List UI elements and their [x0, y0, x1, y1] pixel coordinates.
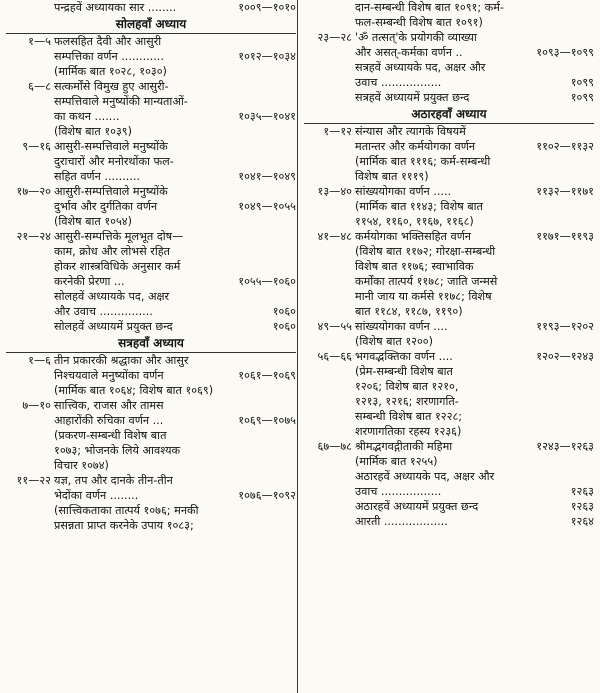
entry-line — [355, 30, 594, 45]
entry-text: आसुरी-सम्पत्तिवाले मनुष्योंके — [54, 185, 168, 198]
entry-text: 'ॐ तत्सत्'के प्रयोगकी व्याख्या — [355, 31, 477, 44]
page-range: ११०२—११३२ — [536, 140, 594, 153]
entry-line — [355, 334, 594, 349]
entry-line — [355, 124, 594, 139]
entry-line — [355, 75, 594, 90]
entry-text: (विशेष बात १२००) — [355, 335, 433, 348]
right-column — [304, 0, 594, 529]
entry-line — [54, 413, 296, 428]
entry-text: (प्रकरण-सम्बन्धी विशेष बात — [54, 429, 167, 442]
entry-line — [54, 473, 296, 488]
chapter-16-heading: सोलहवाँ अध्याय — [6, 15, 296, 34]
entry-body — [54, 398, 296, 473]
entry-text: निश्चयवाले मनुष्योंका वर्णन — [54, 369, 164, 382]
entry-line — [54, 503, 296, 518]
chapter-17-cont-entries — [304, 30, 594, 105]
entry-text: १२१३, १२१६; शरणागति- — [355, 395, 459, 408]
verse-range: ४१—४८ — [317, 230, 352, 243]
toc-entry — [304, 184, 594, 229]
left-pre-entries — [6, 0, 296, 15]
entry-text: (प्रेम-सम्बन्धी विशेष बात — [355, 365, 453, 378]
toc-entry — [304, 229, 594, 319]
entry-text: सांख्ययोगका वर्णन .... — [355, 320, 448, 333]
page-range: १०१२—१०३४ — [238, 50, 296, 63]
page-range: १२४३—१२६३ — [536, 440, 594, 453]
page-range: १०६१—१०६९ — [238, 369, 296, 382]
entry-text: फलसहित दैवी और आसुरी — [54, 35, 162, 48]
toc-entry — [6, 184, 296, 229]
entry-text: दान-सम्बन्धी विशेष बात १०९१; कर्म- — [355, 1, 504, 14]
entry-text: भेदोंका वर्णन ........ — [54, 489, 139, 502]
entry-text: यज्ञ, तप और दानके तीन-तीन — [54, 474, 173, 487]
entry-line — [355, 0, 594, 15]
entry-line — [54, 184, 296, 199]
entry-body — [355, 0, 594, 30]
entry-text: सत्रहवें अध्यायके पद, अक्षर और — [355, 61, 486, 74]
page-range: १२०२—१२४३ — [536, 350, 594, 363]
page-range: १०३५—१०४१ — [238, 110, 296, 123]
entry-text: उवाच ................. — [355, 76, 442, 89]
chapter-18-entries — [304, 124, 594, 529]
toc-entry — [304, 124, 594, 184]
page-range: ११९३—१२०२ — [536, 320, 594, 333]
entry-text: उवाच ................. — [355, 485, 442, 498]
verse-range: ११—२२ — [16, 474, 51, 487]
entry-line — [54, 289, 296, 304]
entry-text: सोलहवें अध्यायके पद, अक्षर — [54, 290, 170, 303]
entry-line — [355, 304, 594, 319]
toc-entry — [6, 398, 296, 473]
entry-line — [355, 289, 594, 304]
entry-line — [355, 439, 594, 454]
entry-body — [54, 0, 296, 15]
entry-body — [54, 184, 296, 229]
entry-text: सत्कर्मोंसे विमुख हुए आसुरी- — [54, 80, 169, 93]
entry-text: संन्यास और त्यागके विषयमें — [355, 125, 466, 138]
verse-range: २१—२४ — [16, 230, 51, 243]
entry-line — [355, 469, 594, 484]
entry-line — [54, 94, 296, 109]
entry-text: (विशेष बात १०३९) — [54, 125, 132, 138]
entry-text: और असत्-कर्मका वर्णन .. — [355, 46, 463, 59]
toc-entry — [304, 349, 594, 439]
toc-entry — [6, 353, 296, 398]
entry-body — [355, 319, 594, 349]
entry-text: ११५४, ११६०, ११६७, ११६८) — [355, 215, 474, 228]
toc-entry — [6, 0, 296, 15]
entry-line — [54, 353, 296, 368]
entry-line — [54, 398, 296, 413]
entry-line — [54, 109, 296, 124]
entry-line — [355, 169, 594, 184]
entry-line — [54, 274, 296, 289]
entry-line — [355, 379, 594, 394]
toc-entry — [6, 139, 296, 184]
entry-text: १२०६; विशेष बात १२१०, — [355, 380, 459, 393]
entry-text: (विशेष बात ११७२; गोरक्षा-सम्बन्धी — [355, 245, 496, 258]
entry-text: सहित वर्णन .......... — [54, 170, 140, 183]
entry-text: मतान्तर और कर्मयोगका वर्णन — [355, 140, 476, 153]
entry-text: आरती .................. — [355, 515, 448, 528]
entry-line — [54, 79, 296, 94]
entry-line — [355, 15, 594, 30]
entry-text: होकर शास्त्रविधिके अनुसार कर्म — [54, 260, 181, 273]
verse-range: ६—८ — [28, 80, 51, 93]
page-range: १२६३ — [570, 500, 594, 513]
entry-text: (मार्मिक बात १११६; कर्म-सम्बन्धी — [355, 155, 491, 168]
entry-text: बात ११८४, ११८७, ११९०) — [355, 305, 463, 318]
entry-body — [54, 34, 296, 79]
verse-range: ४९—५५ — [317, 320, 352, 333]
entry-line — [355, 154, 594, 169]
entry-text: आहारोंकी रुचिका वर्णन ... — [54, 414, 164, 427]
entry-text: अठारहवें अध्यायके पद, अक्षर और — [355, 470, 495, 483]
entry-body — [355, 184, 594, 229]
page-range: १०७६—१०९२ — [238, 489, 296, 502]
entry-text: भगवद्भक्तिका वर्णन .... — [355, 350, 453, 363]
right-pre-entries — [304, 0, 594, 30]
chapter-17-heading: सत्रहवाँ अध्याय — [6, 334, 296, 353]
entry-line — [355, 214, 594, 229]
entry-text: (मार्मिक बात ११४३; विशेष बात — [355, 200, 483, 213]
page-range: १०६० — [272, 320, 296, 333]
page-range: १००९—१०१० — [238, 1, 296, 14]
entry-line — [355, 484, 594, 499]
entry-body — [54, 473, 296, 533]
entry-line — [54, 428, 296, 443]
entry-line — [54, 124, 296, 139]
verse-range: ९—१६ — [22, 140, 51, 153]
entry-text: (विशेष बात १०५४) — [54, 215, 132, 228]
entry-text: सोलहवें अध्यायमें प्रयुक्त छन्द — [54, 320, 173, 333]
entry-line — [355, 60, 594, 75]
entry-text: आसुरी-सम्पत्तिवाले मनुष्योंके — [54, 140, 168, 153]
entry-body — [355, 349, 594, 439]
verse-range — [6, 0, 54, 15]
entry-text: सत्रहवें अध्यायमें प्रयुक्त छन्द — [355, 91, 470, 104]
entry-line — [355, 229, 594, 244]
entry-line — [355, 139, 594, 154]
entry-text: सम्पत्तिका वर्णन ............ — [54, 50, 164, 63]
page-range: ११३२—११७१ — [536, 185, 594, 198]
verse-range: २३—२८ — [317, 31, 352, 44]
page-range: १०९३—१०९९ — [536, 46, 594, 59]
entry-line — [54, 518, 296, 533]
entry-text: सम्बन्धी विशेष बात १२२८; — [355, 410, 463, 423]
entry-line — [355, 274, 594, 289]
entry-line — [54, 49, 296, 64]
entry-text: शरणागतिका रहस्य १२३६) — [355, 425, 462, 438]
entry-text: १०७३; भोजनके लिये आवश्यक — [54, 444, 181, 457]
entry-line — [355, 394, 594, 409]
entry-text: (मार्मिक बात १२५५) — [355, 455, 438, 468]
entry-line — [355, 184, 594, 199]
entry-text: सांख्ययोगका वर्णन ..... — [355, 185, 452, 198]
toc-entry — [304, 0, 594, 30]
entry-line — [355, 349, 594, 364]
entry-line — [355, 424, 594, 439]
entry-text: कर्मयोगका भक्तिसहित वर्णन — [355, 230, 471, 243]
chapter-16-entries — [6, 34, 296, 334]
entry-line — [54, 214, 296, 229]
entry-text: दुराचारों और मनोरथोंका फल- — [54, 155, 174, 168]
page-range: १२६४ — [570, 515, 594, 528]
entry-body — [355, 439, 594, 529]
page-range: १०६९—१०७५ — [238, 414, 296, 427]
page-range: १०९९ — [570, 91, 594, 104]
entry-text: फल-सम्बन्धी विशेष बात १०९१) — [355, 16, 483, 29]
verse-range: ७—१० — [22, 399, 51, 412]
entry-text: आसुरी-सम्पत्तिके मूलभूत दोष— — [54, 230, 184, 243]
entry-text: दुर्भाव और दुर्गतिका वर्णन — [54, 200, 158, 213]
entry-text: (मार्मिक बात १०६४; विशेष बात १०६९) — [54, 384, 214, 397]
entry-line — [54, 64, 296, 79]
entry-text: कर्मोंका तात्पर्य ११७८; जाति जन्मसे — [355, 275, 498, 288]
entry-line — [54, 319, 296, 334]
entry-body — [355, 30, 594, 105]
entry-body — [355, 229, 594, 319]
entry-text: श्रीमद्भगवद्गीताकी महिमा — [355, 440, 453, 453]
entry-text: पन्द्रहवें अध्यायका सार ........ — [54, 1, 177, 14]
entry-line — [54, 139, 296, 154]
entry-text: सात्त्विक, राजस और तामस — [54, 399, 164, 412]
toc-entry — [304, 30, 594, 105]
entry-line — [355, 45, 594, 60]
entry-text: विशेष बात १११९) — [355, 170, 429, 183]
entry-line — [54, 154, 296, 169]
entry-text: सम्पत्तिवाले मनुष्योंकी मान्यताओं- — [54, 95, 188, 108]
entry-line — [355, 514, 594, 529]
page-range: १०५५—१०६० — [238, 275, 296, 288]
toc-entry — [6, 34, 296, 79]
entry-text: और उवाच ............... — [54, 305, 153, 318]
verse-range: १—६ — [28, 354, 51, 367]
page-range: १०९९ — [570, 76, 594, 89]
chapter-17-entries — [6, 353, 296, 533]
toc-entry — [6, 79, 296, 139]
entry-line — [355, 244, 594, 259]
verse-range: १३—४० — [317, 185, 352, 198]
entry-text: काम, क्रोध और लोभसे रहित — [54, 245, 171, 258]
entry-text: का कथन ....... — [54, 110, 120, 123]
entry-text: विशेष बात ११७६; स्वाभाविक — [355, 260, 474, 273]
entry-line — [355, 199, 594, 214]
entry-text: अठारहवें अध्यायमें प्रयुक्त छन्द — [355, 500, 479, 513]
entry-line — [54, 368, 296, 383]
entry-text: विचार १०७४) — [54, 459, 109, 472]
entry-body — [54, 229, 296, 334]
entry-text: करनेकी प्रेरणा ... — [54, 275, 125, 288]
entry-line — [54, 259, 296, 274]
chapter-18-heading: अठारहवाँ अध्याय — [304, 105, 594, 124]
entry-text: प्रसन्नता प्राप्त करनेके उपाय १०८३; — [54, 519, 194, 532]
entry-line — [355, 454, 594, 469]
verse-range: १७—२० — [16, 185, 51, 198]
left-column — [6, 0, 296, 533]
entry-text: (सात्त्विकताका तात्पर्य १०७६; मनकी — [54, 504, 199, 517]
entry-text: मानी जाय या कर्मसे ११७८; विशेष — [355, 290, 492, 303]
entry-line — [54, 488, 296, 503]
verse-range — [304, 0, 355, 30]
toc-entry — [304, 439, 594, 529]
entry-body — [54, 79, 296, 139]
toc-entry — [6, 229, 296, 334]
entry-line — [54, 458, 296, 473]
entry-line — [54, 229, 296, 244]
entry-line — [54, 383, 296, 398]
entry-line — [355, 259, 594, 274]
entry-text: तीन प्रकारकी श्रद्धाका और आसुर — [54, 354, 189, 367]
entry-body — [355, 124, 594, 184]
entry-line — [54, 199, 296, 214]
entry-line — [54, 244, 296, 259]
entry-line — [54, 443, 296, 458]
verse-range: १—५ — [28, 35, 51, 48]
entry-body — [54, 139, 296, 184]
entry-line — [355, 319, 594, 334]
entry-line — [54, 0, 296, 15]
page-range: १०४१—१०४९ — [238, 170, 296, 183]
entry-body — [54, 353, 296, 398]
entry-line — [54, 169, 296, 184]
verse-range: १—१२ — [323, 125, 352, 138]
toc-entry — [304, 319, 594, 349]
entry-text: (मार्मिक बात १०२८, १०३०) — [54, 65, 167, 78]
page-range: १२६३ — [570, 485, 594, 498]
entry-line — [355, 409, 594, 424]
page-range: १०४९—१०५५ — [238, 200, 296, 213]
entry-line — [355, 364, 594, 379]
verse-range: ६७—७८ — [317, 440, 352, 453]
entry-line — [54, 34, 296, 49]
page-range: ११७१—११९३ — [536, 230, 594, 243]
page-range: १०६० — [272, 305, 296, 318]
entry-line — [54, 304, 296, 319]
column-divider — [297, 0, 298, 693]
entry-line — [355, 90, 594, 105]
toc-entry — [6, 473, 296, 533]
verse-range: ५६—६६ — [317, 350, 352, 363]
entry-line — [355, 499, 594, 514]
